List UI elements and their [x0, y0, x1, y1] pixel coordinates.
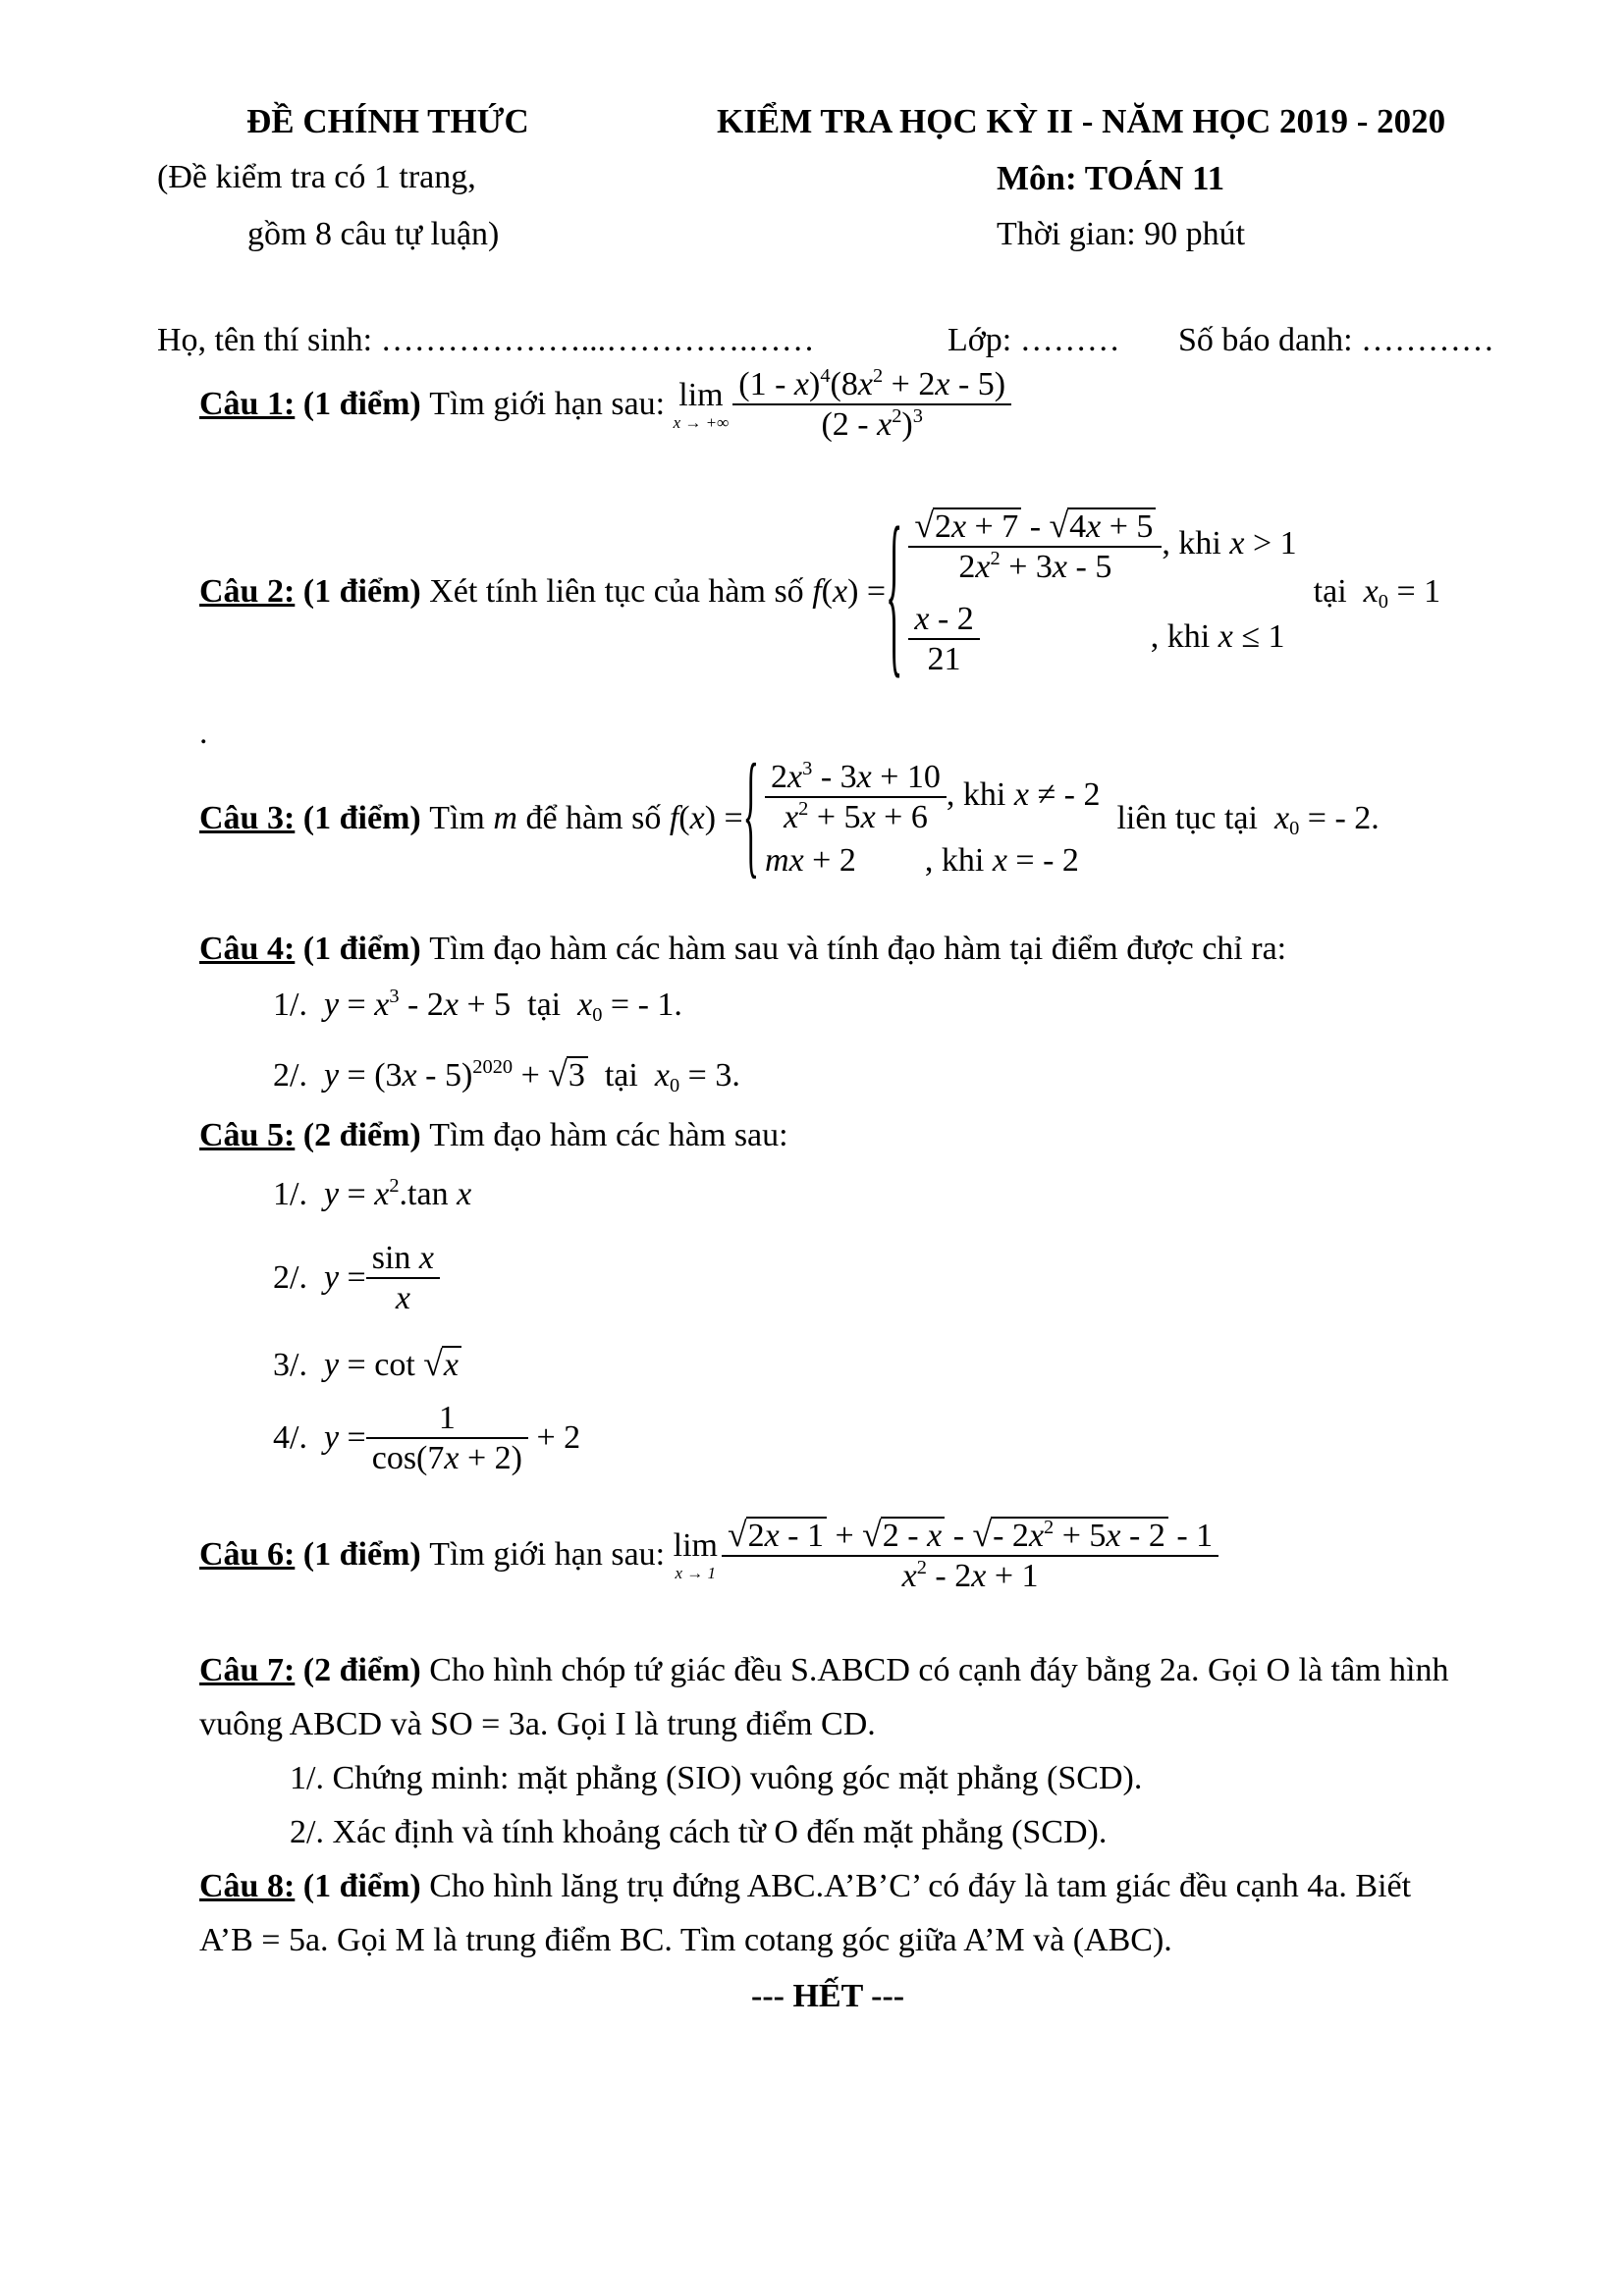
question-3: [199, 740, 1380, 893]
question-5-points: (2 điểm): [302, 1117, 421, 1153]
q3-piecewise: $\frac{2x^3 - 3x + 10}{x^2 + 5x + 6}$ , khi x ≠ - 2 mx + 2 , khi x = - 2: [765, 757, 1101, 880]
q5-item-1: 1/. $y = x^2.\tan$ x: [273, 1174, 472, 1212]
exam-title: KIỂM TRA HỌC KỲ II - NĂM HỌC 2019 - 2020: [717, 102, 1446, 140]
question-4-label: Câu 4:: [199, 931, 296, 967]
q2-at: tại: [1313, 573, 1347, 611]
question-4-text: Tìm đạo hàm các hàm sau và tính đạo hàm tại điểm được chỉ ra:: [429, 931, 1287, 967]
end-marker: --- HẾT ---: [751, 1978, 905, 2014]
question-3-m: m: [493, 800, 517, 837]
q3-point: $x_0$ = - 2.: [1273, 800, 1380, 840]
q4-item-2: 2/. y = (3x - 5)$^{2020}$ + √3 tại $x_0 = 3$.: [273, 1054, 740, 1097]
question-7: [199, 1652, 1448, 1689]
question-5-text: Tìm đạo hàm các hàm sau:: [429, 1117, 788, 1153]
question-8-line-1: Cho hình lăng trụ đứng ABC.A’B’C’ có đáy là tam giác đều cạnh 4a. Biết: [429, 1868, 1412, 1904]
q5-item-1-label: 1/.: [273, 1176, 307, 1212]
q2-trailing-period: .: [199, 715, 208, 751]
question-1: [199, 365, 1011, 444]
question-7-label: Câu 7:: [199, 1652, 296, 1688]
q5-item-4-label: 4/.: [273, 1419, 307, 1457]
question-6: [199, 1515, 1218, 1595]
question-8-label: Câu 8:: [199, 1868, 296, 1904]
q5-item-2-label: 2/.: [273, 1259, 307, 1297]
question-3-label: Câu 3:: [199, 800, 296, 837]
q4-item-1-label: 1/.: [273, 987, 307, 1023]
question-2-text: Xét tính liên tục của hàm số: [429, 573, 804, 611]
question-6-label: Câu 6:: [199, 1536, 296, 1574]
exam-status-title: ĐỀ CHÍNH THỨC: [246, 102, 529, 140]
q5-item-3: 3/. y = cot √x: [273, 1343, 461, 1384]
question-4-points: (1 điểm): [302, 931, 421, 967]
question-2: [199, 490, 1441, 695]
q2-piecewise: $\frac{√2x + 7 - √4x + 5}{2x^2 + 3x - 5}$ , khi x > 1 $\frac{x - 2}{21}$ , khi x ≤ 1: [908, 506, 1296, 678]
question-8-line-2: A’B = 5a. Gọi M là trung điểm BC. Tìm cotang góc giữa A’M và (ABC).: [199, 1922, 1172, 1958]
question-3-points: (1 điểm): [302, 800, 421, 837]
exam-subject: Môn: TOÁN 11: [997, 159, 1225, 197]
exam-time: Thời gian: 90 phút: [997, 216, 1246, 252]
question-7-points: (2 điểm): [302, 1652, 421, 1688]
question-1-label: Câu 1:: [199, 386, 296, 423]
q3-tail: liên tục tại: [1116, 800, 1258, 837]
question-7-line-1: Cho hình chóp tứ giác đều S.ABCD có cạnh đáy bằng 2a. Gọi O là tâm hình: [429, 1652, 1449, 1688]
question-3-text-a: Tìm: [429, 800, 485, 837]
q4-item-2-at: tại: [604, 1057, 638, 1094]
question-7-sub-1: 1/. Chứng minh: mặt phẳng (SIO) vuông góc mặt phẳng (SCD).: [290, 1760, 1143, 1796]
question-1-text: Tìm giới hạn sau:: [429, 386, 666, 423]
q4-item-1-at: tại: [527, 987, 562, 1023]
question-8-points: (1 điểm): [302, 1868, 421, 1904]
question-5-label: Câu 5:: [199, 1117, 296, 1153]
question-1-points: (1 điểm): [302, 386, 421, 423]
student-id-field: Số báo danh: …………: [1178, 322, 1495, 358]
q5-item-2: 2/. y = $\frac{\text{sin x}}{x}$: [273, 1239, 440, 1317]
exam-note-pages: (Đề kiểm tra có 1 trang,: [157, 159, 476, 195]
q6-limit: lim x → 1: [673, 1526, 718, 1582]
question-6-text: Tìm giới hạn sau:: [429, 1536, 666, 1574]
question-5: [199, 1117, 788, 1154]
question-7-line-2: vuông ABCD và SO = 3a. Gọi I là trung điểm CD.: [199, 1706, 876, 1742]
q3-brace: {: [742, 740, 760, 893]
q5-item-3-label: 3/.: [273, 1347, 307, 1383]
question-8: [199, 1868, 1411, 1905]
q5-item-4: 4/. y = $\frac{1}{\cos(7x + 2)}$ + 2: [273, 1400, 581, 1477]
q3-function-name: f(x) =: [669, 800, 743, 837]
q2-function-name: f(x) =: [812, 573, 887, 611]
question-2-label: Câu 2:: [199, 573, 296, 611]
q4-item-1: 1/. $y = x^3 - 2x + 5$ tại $x_0$ = - 1.: [273, 985, 682, 1027]
question-4: [199, 931, 1286, 968]
q6-expression: $\frac{√2x - 1 + √2 - x - √- 2x^2 + 5x - 2 - 1}{x^2 - 2x + 1}$: [722, 1515, 1218, 1595]
question-3-text-b: để hàm số: [525, 800, 662, 837]
student-class-field: Lớp: ………: [947, 322, 1120, 358]
student-name-field: Họ, tên thí sinh: ………………...………….……: [157, 322, 815, 358]
q1-limit: lim x → +∞: [673, 376, 730, 432]
q1-expression: $\frac{(1 - x)^4(8x^2 + 2x - 5)}{(2 - x^2)^3}$: [732, 365, 1011, 444]
q2-brace: {: [886, 490, 903, 695]
q4-item-2-label: 2/.: [273, 1057, 307, 1094]
question-7-sub-2: 2/. Xác định và tính khoảng cách từ O đến mặt phẳng (SCD).: [290, 1814, 1108, 1850]
question-6-points: (1 điểm): [302, 1536, 421, 1574]
q2-point: $x_0 = 1$: [1363, 573, 1441, 614]
exam-note-questions: gồm 8 câu tự luận): [247, 216, 500, 252]
question-2-points: (1 điểm): [302, 573, 421, 611]
